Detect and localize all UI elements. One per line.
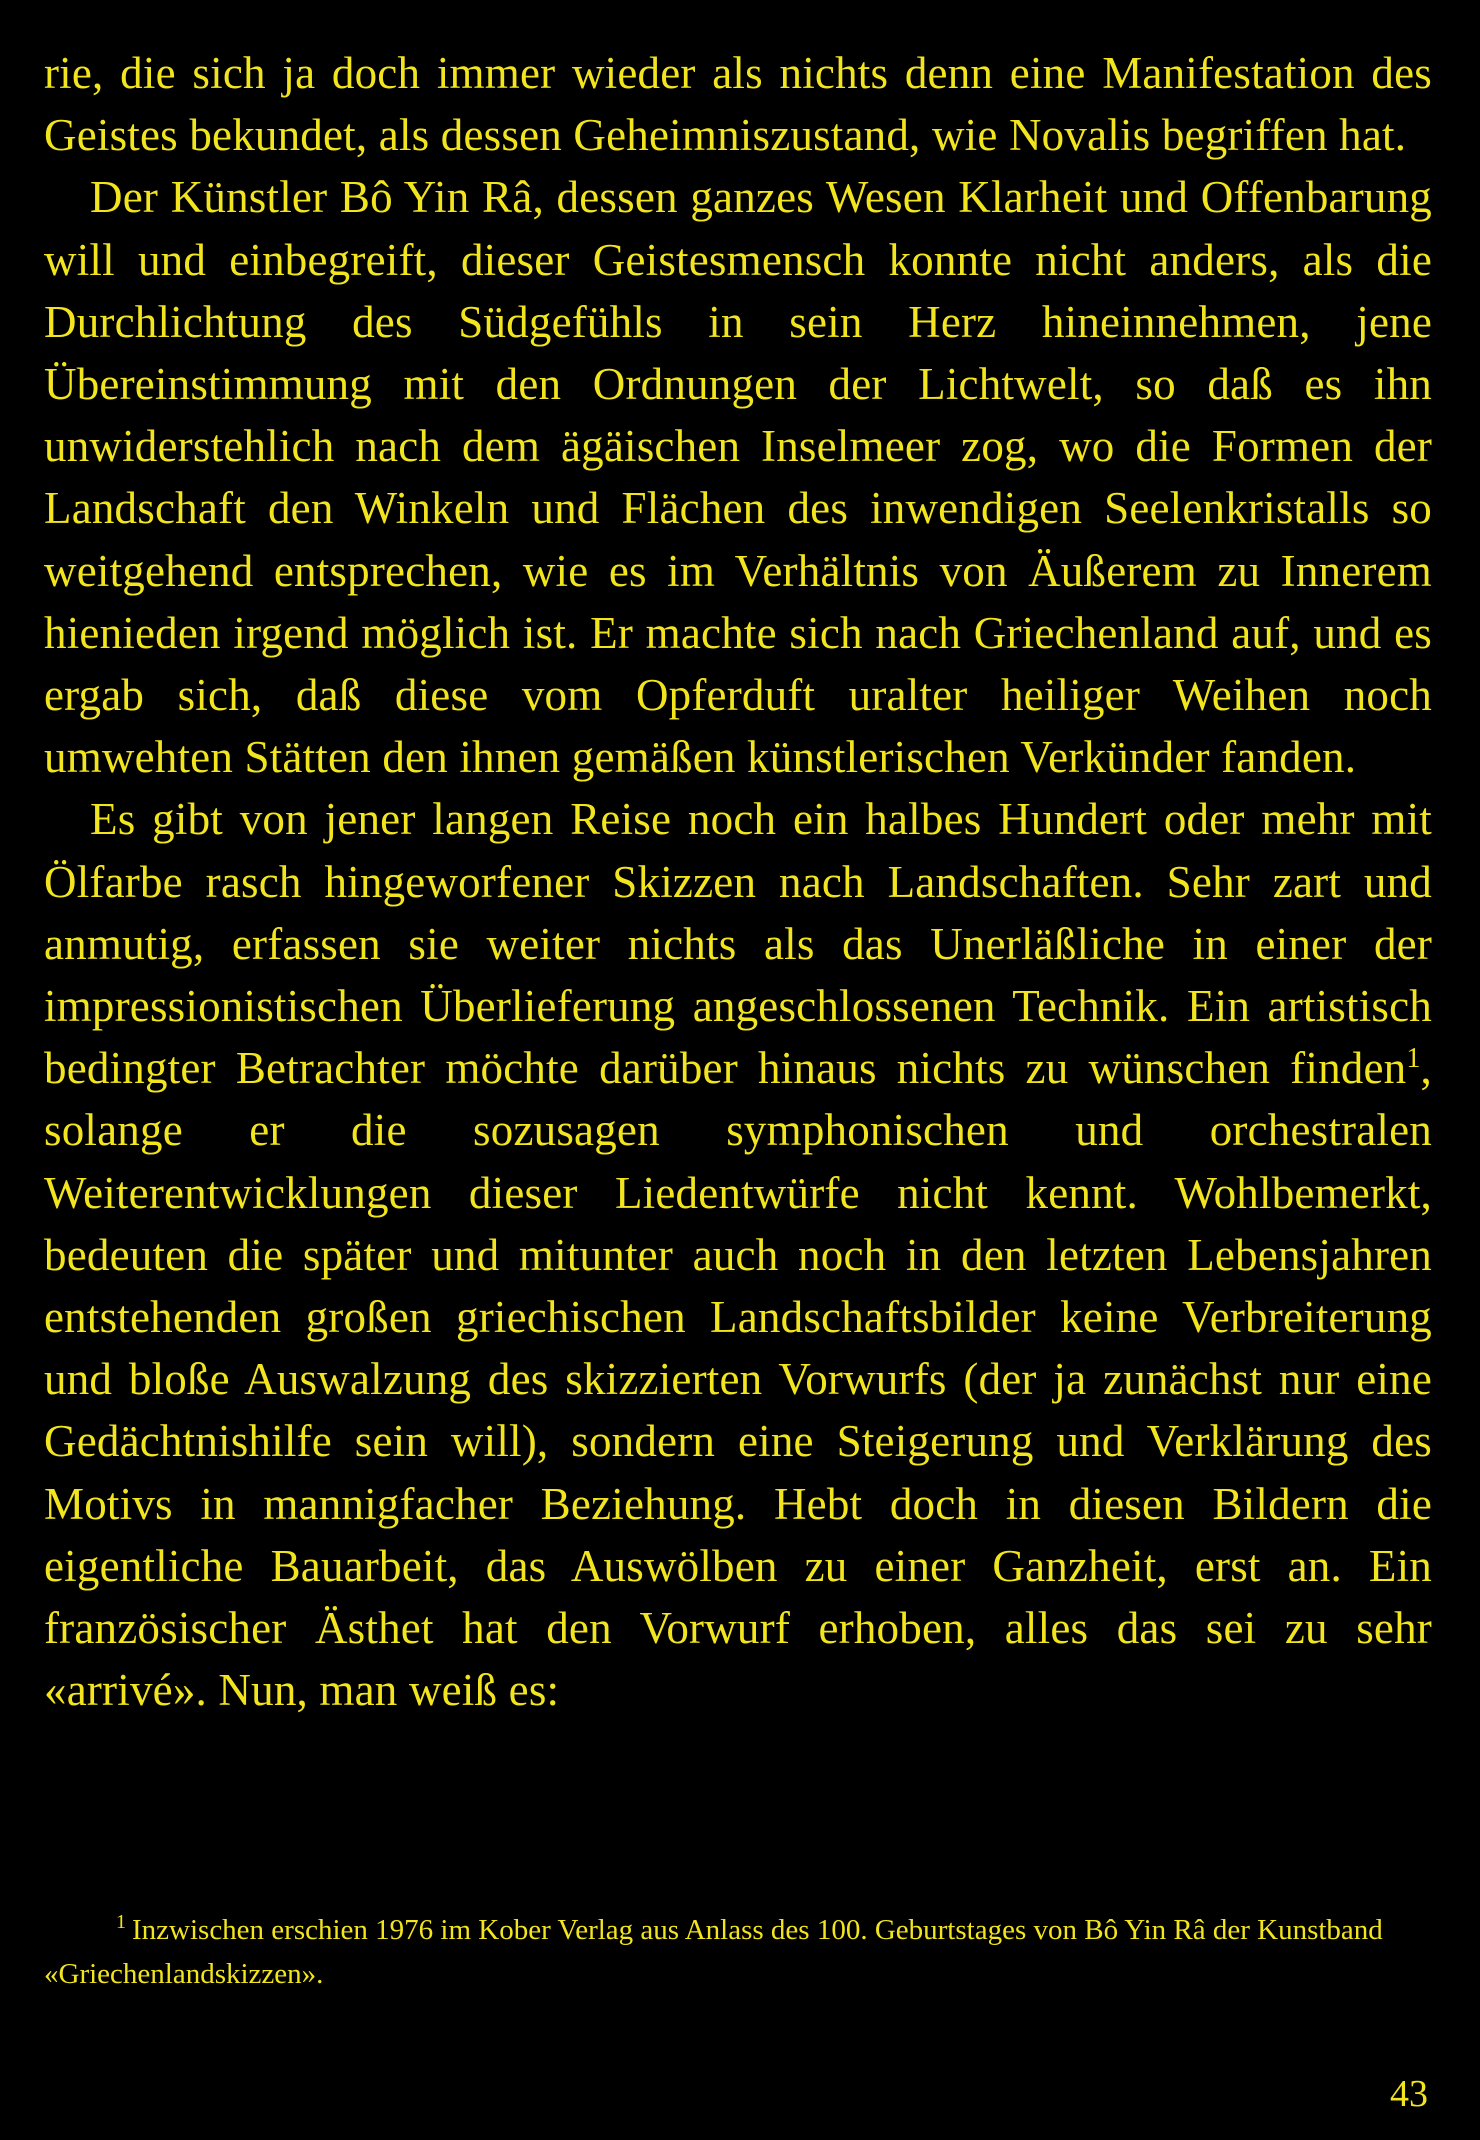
footnote-reference[interactable]: 1 bbox=[1406, 1043, 1421, 1075]
paragraph-3-part-2: , solange er die sozusagen symphonischen und orchestralen Weiterentwicklungen dieser Liedentwürfe nicht kennt. Wohlbemerkt, bedeuten die später und mitunter auch noch in den letzten Lebensjahren entstehenden großen griechischen Landschaftsbilder keine Verbreiterung und bloße Auswalzung des skizzierten Vorwurfs (der ja zunächst nur eine Gedächtnishilfe sein will), sondern eine Steigerung und Verklärung des Motivs in mannigfacher Beziehung. Hebt doch in diesen Bildern die eigentliche Bauarbeit, das Auswölben zu einer Ganzheit, erst an. Ein französischer Ästhet hat den Vorwurf erhoben, alles das sei zu sehr «arrivé». Nun, man weiß es: bbox=[44, 1043, 1432, 1716]
paragraph-2: Der Künstler Bô Yin Râ, dessen ganzes Wesen Klarheit und Offenbarung will und einbegreift, dieser Geistesmensch konnte nicht anders, als die Durchlichtung des Südgefühls in sein Herz hineinnehmen, jene Übereinstimmung mit den Ordnungen der Lichtwelt, so daß es ihn unwiderstehlich nach dem ägäischen Inselmeer zog, wo die Formen der Landschaft den Winkeln und Flächen des inwendigen Seelenkristalls so weitgehend entsprechen, wie es im Verhältnis von Äußerem zu Innerem hienieden irgend möglich ist. Er machte sich nach Griechenland auf, und es ergab sich, daß diese vom Opferduft uralter heiliger Weihen noch umwehten Stätten den ihnen gemäßen künstlerischen Verkünder fanden. bbox=[44, 172, 1432, 783]
paragraph-3-part-1: Es gibt von jener langen Reise noch ein halbes Hundert oder mehr mit Ölfarbe rasch hingeworfener Skizzen nach Landschaften. Sehr zart und anmutig, erfassen sie weiter nichts als das Unerläßliche in einer der impressionistischen Überlieferung angeschlossenen Technik. Ein artistisch bedingter Betrachter möchte darüber hinaus nichts zu wünschen finden bbox=[44, 794, 1432, 1094]
footnote-text: Inzwischen erschien 1976 im Kober Verlag aus Anlass des 100. Geburtstages von Bô Yin Râ der Kunstband «Griechenlandskizzen». bbox=[44, 1914, 1383, 1990]
page-number: 43 bbox=[1390, 2073, 1428, 2115]
paragraph-3 bbox=[44, 788, 1432, 1721]
main-text bbox=[44, 42, 1432, 1721]
footnote-number: 1 bbox=[116, 1911, 126, 1934]
paragraph-1: rie, die sich ja doch immer wieder als nichts denn eine Manifestation des Geistes bekundet, als dessen Geheimniszustand, wie Novalis begriffen hat. bbox=[44, 48, 1432, 161]
footnote bbox=[44, 1908, 1432, 1996]
